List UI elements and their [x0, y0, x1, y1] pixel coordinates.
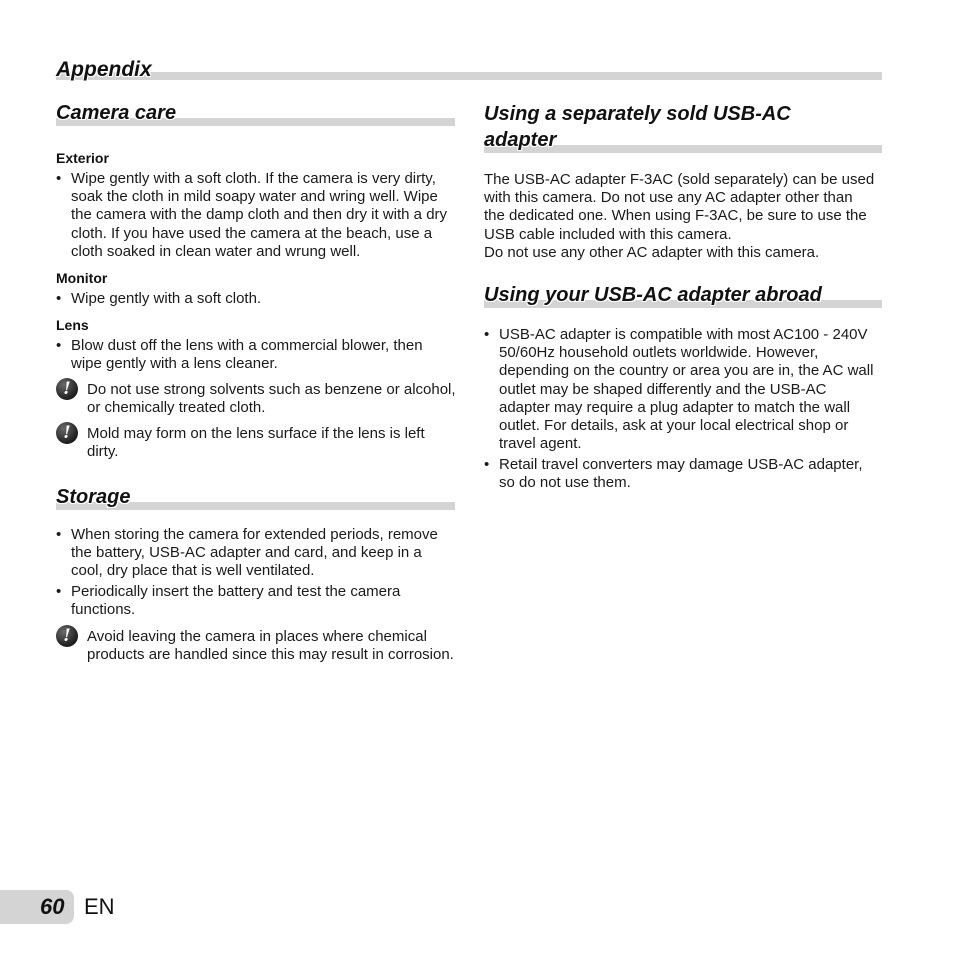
- lens-note-1: [56, 378, 456, 417]
- bullet-icon: •: [56, 337, 62, 354]
- lens-note-2: [56, 422, 456, 461]
- appendix-rule: [56, 72, 882, 80]
- monitor-bullet: [56, 290, 456, 308]
- bullet-icon: •: [484, 326, 490, 343]
- lens-bullet-text: Blow dust off the lens with a commercial blower, then wipe gently with a lens cleaner.: [71, 337, 423, 373]
- usb-sold-paragraph-2: Do not use any other AC adapter with this camera.: [484, 244, 820, 261]
- usb-abroad-bullet-1-text: USB-AC adapter is compatible with most AC100 - 240V 50/60Hz household outlets worldwide. However, depending on the country or area you are in, the AC wall outlet may be shaped differently and the USB-AC adapter may require a plug adapter to match the wall outlet. For details, ask at your local electrical shop or travel agent.: [499, 326, 874, 453]
- lens-note-1-text: Do not use strong solvents such as benzene or alcohol, or chemically treated cloth.: [87, 381, 456, 417]
- appendix-heading: [56, 50, 882, 80]
- usb-abroad-heading: [484, 282, 882, 308]
- appendix-title: Appendix: [56, 58, 152, 81]
- lens-bullet: [56, 337, 456, 373]
- bullet-icon: •: [56, 526, 62, 543]
- storage-note: [56, 625, 456, 664]
- exterior-bullet: [56, 170, 456, 261]
- monitor-label: Monitor: [56, 270, 108, 286]
- usb-abroad-bullet-2: [484, 456, 878, 492]
- camera-care-heading: [56, 100, 455, 126]
- usb-sold-heading: [484, 101, 882, 153]
- storage-title: Storage: [56, 486, 131, 508]
- page-number: 60: [40, 894, 65, 919]
- storage-bullet-1-text: When storing the camera for extended periods, remove the battery, USB-AC adapter and card, and keep in a cool, dry place that is well ventilated.: [71, 526, 438, 580]
- caution-icon: !: [56, 625, 78, 647]
- lens-note-2-text: Mold may form on the lens surface if the lens is left dirty.: [87, 425, 425, 461]
- lens-label: Lens: [56, 317, 89, 333]
- bullet-icon: •: [56, 290, 62, 307]
- language-code: EN: [84, 894, 115, 919]
- bullet-icon: •: [56, 583, 62, 600]
- storage-bullet-2-text: Periodically insert the battery and test the camera functions.: [71, 583, 401, 619]
- caution-icon: !: [56, 378, 78, 400]
- caution-icon: !: [56, 422, 78, 444]
- bullet-icon: •: [56, 170, 62, 187]
- exterior-label: Exterior: [56, 150, 109, 166]
- bullet-icon: •: [484, 456, 490, 473]
- storage-bullet-1: [56, 526, 456, 581]
- usb-abroad-bullet-2-text: Retail travel converters may damage USB-AC adapter, so do not use them.: [499, 456, 863, 492]
- camera-care-title: Camera care: [56, 102, 177, 124]
- monitor-bullet-text: Wipe gently with a soft cloth.: [71, 290, 262, 307]
- usb-abroad-bullet-1: [484, 326, 878, 453]
- usb-sold-paragraph-1: The USB-AC adapter F-3AC (sold separately) can be used with this camera. Do not use any AC adapter other than the dedicated one. When using F-3AC, be sure to use the USB cable included with this camera.: [484, 171, 875, 243]
- storage-note-text: Avoid leaving the camera in places where chemical products are handled since this may result in corrosion.: [87, 628, 454, 664]
- storage-heading: [56, 484, 455, 510]
- storage-bullet-2: [56, 583, 456, 619]
- usb-abroad-title: Using your USB-AC adapter abroad: [484, 284, 822, 306]
- exterior-bullet-text: Wipe gently with a soft cloth. If the camera is very dirty, soak the cloth in mild soapy water and wring well. Wipe the camera with the damp cloth and then dry it with a dry cloth. If you have used the camera at the beach, use a cloth soaked in clean water and wrung well.: [71, 170, 448, 260]
- usb-sold-title: Using a separately sold USB-AC adapter: [484, 103, 791, 151]
